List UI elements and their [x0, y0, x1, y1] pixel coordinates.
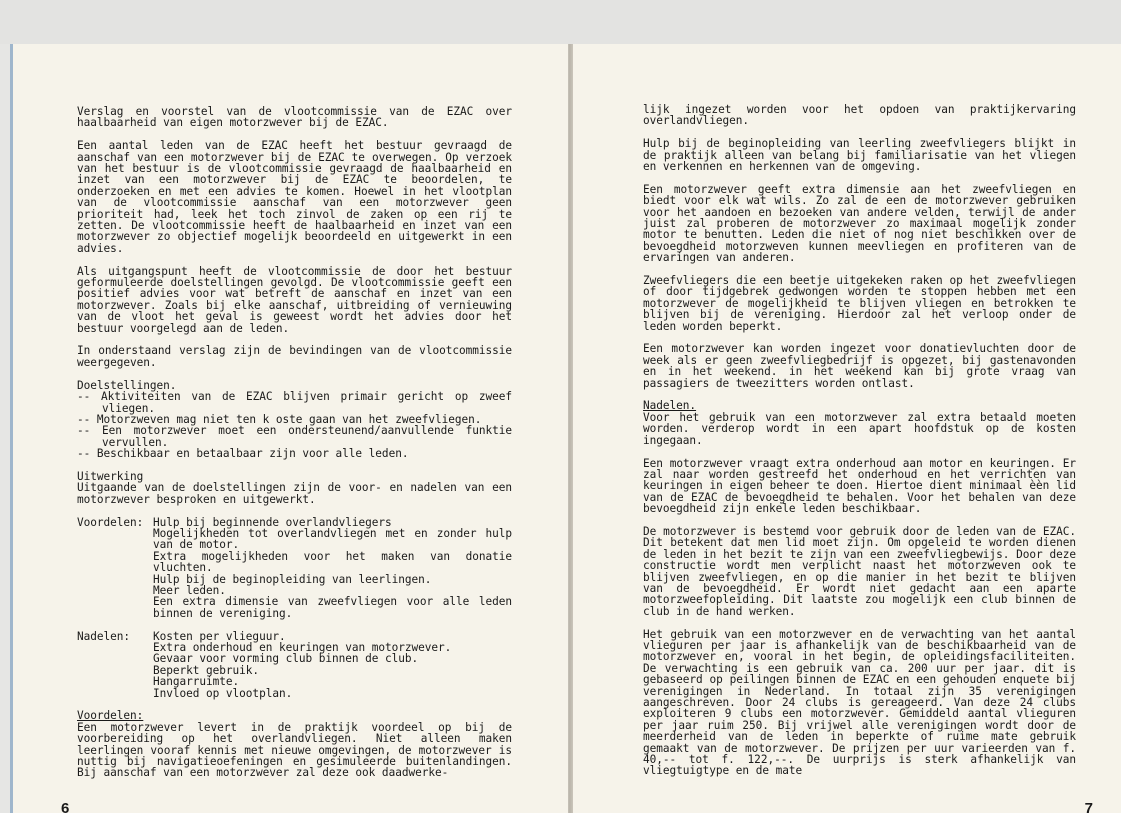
intro-paragraph-2: Als uitgangspunt heeft de vlootcommissie de door het bestuur geformuleerde doelstellingen gevolgd. De vlootcommissie geeft een positief advies voor wat betreft de aanschaf en inzet van een motorzwever. Zoals bij elke aanschaf, uitbreiding of vernieuwing van de vloot het geval is geweest wordt het advies door het bestuur voorgelegd aan de leden.	[77, 264, 512, 335]
voordelen-detail-text: Een motorzwever levert in de praktijk voordeel op bij de voorbereiding op het overlandvliegen. Niet alleen maken leerlingen vooraf kennis met nieuwe omgevingen, de motorzwever is nuttig bij navigatieoefeningen en gesimuleerde buitenlandingen. Bij aanschaf van een motorzwever zal deze ook daadwerke-	[77, 720, 512, 780]
list-item: Beperkt gebruik.	[153, 663, 260, 677]
list-item: Invloed op vlootplan.	[153, 686, 293, 700]
paragraph: lijk ingezet worden voor het opdoen van praktijkervaring overlandvliegen.	[643, 103, 1076, 128]
nadelen-items	[153, 631, 512, 699]
list-item: Kosten per vlieguur.	[153, 629, 286, 643]
doelstellingen-heading: Doelstellingen.	[77, 378, 177, 392]
voordelen-list	[77, 517, 512, 620]
paragraph: Een motorzwever geeft extra dimensie aan het zweefvliegen en biedt voor elk wat wils. Zo zal de een de motorzwever gebruiken voor het aandoen en bezoeken van andere velden, terwijl de ander juist zal proberen de motorzwever zo maximaal mogelijk zonder motor te benutten. Leden die niet of nog niet beschikken over de bevoegdheid motorzweven kunnen meevliegen en profiteren van de ervaringen van anderen.	[643, 182, 1076, 265]
list-item: Gevaar voor vorming club binnen de club.	[153, 652, 419, 666]
list-item: Meer leden.	[153, 583, 226, 597]
list-item: -- Een motorzwever moet een ondersteunend/aanvullende funktie vervullen.	[77, 424, 512, 449]
list-item: Een extra dimensie van zweefvliegen voor alle leden binnen de vereniging.	[153, 595, 512, 620]
right-page-text	[643, 104, 1076, 777]
paragraph: Zweefvliegers die een beetje uitgekeken raken op het zweefvliegen of door tijdgebrek gedwongen worden te stoppen hebben met een motorzwever de mogelijkheid te blijven vliegen en betrokken te blijven bij de vereniging. Hierdoor zal het verloop onder de leden worden beperkt.	[643, 274, 1076, 333]
list-item: Hulp bij beginnende overlandvliegers	[153, 515, 392, 529]
list-item: Extra onderhoud en keuringen van motorzwever.	[153, 640, 452, 654]
paragraph: De motorzwever is bestemd voor gebruik door de leden van de EZAC. Dit betekent dat men lid moet zijn. Om opgeleid te worden dienen de leden in het bezit te zijn van een zweefvliegbewijs. Door deze constructie wordt men verplicht naast het motorzweven ook te blijven zweefvliegen, en op die manier in het bezit te blijven van de bevoegdheid. Er wordt niet gedacht aan een aparte motorzweefopleiding. Dit laatste zou mogelijk een club binnen de club in de hand werken.	[643, 524, 1076, 618]
uitwerking-heading: Uitwerking	[77, 469, 144, 483]
list-item: Extra mogelijkheden voor het maken van donatie vluchten.	[153, 549, 512, 575]
right-page	[573, 44, 1121, 813]
left-page	[10, 44, 568, 813]
paragraph: Het gebruik van een motorzwever en de verwachting van het aantal vlieguren per jaar is afhankelijk van de beschikbaarheid van de motorzwever en, vooral in het begin, de opleidingsfaciliteiten. De verwachting is een gebruik van ca. 200 uur per jaar. dit is gebaseerd op peilingen binnen de EZAC en een gehouden enquete bij verenigingen in Nederland. In totaal zijn 35 verenigingen aangeschreven. Door 24 clubs is gereageerd. Van deze 24 clubs exploiteren 9 clubs een motorzwever. Gemiddeld aantal vlieguren per jaar ruim 250. Bij vrijwel alle verenigingen wordt door de meerderheid van de leden in beperkte of ruime mate gebruik gemaakt van de motorzwever. De prijzen per uur varieerden van f. 40,-- tot f. 122,--. De uurprijs is sterk afhankelijk van vliegtuigtype en de mate	[643, 627, 1076, 778]
left-page-text	[77, 106, 512, 779]
voordelen-items	[153, 517, 512, 620]
list-item: -- Beschikbaar en betaalbaar zijn voor alle leden.	[77, 447, 409, 461]
intro-paragraph-1: Een aantal leden van de EZAC heeft het bestuur gevraagd de aanschaf van een motorzwever bij de EZAC te overwegen. Op verzoek van het bestuur is de vlootcommissie gevraagd de haalbaarheid en inzet van een motorzwever bij de EZAC te beoordelen, te onderzoeken en met een advies te komen. Hoewel in het vlootplan van de vlootcommissie aanschaf van een motorzwever geen prioriteit had, leek het toch zinvol de zaken op een rij te zetten. De vlootcommissie heeft de haalbaarheid en inzet van een motorzwever zo objectief mogelijk beoordeeld en uitgewerkt in een advies.	[77, 139, 512, 255]
paragraph: Hulp bij de beginopleiding van leerling zweefvliegers blijkt in de praktijk alleen van belang bij familiarisatie van het vliegen en verkennen en herkennen van de omgeving.	[643, 137, 1076, 174]
uitwerking-section	[77, 471, 512, 505]
report-title: Verslag en voorstel van de vlootcommissie van de EZAC over haalbaarheid van eigen motorzwever bij de EZAC.	[77, 105, 512, 130]
intro-paragraph-3: In onderstaand verslag zijn de bevindingen van de vlootcommissie weergegeven.	[77, 344, 512, 369]
scan-background	[0, 0, 1121, 44]
list-item: -- Motorzweven mag niet ten k oste gaan van het zweefvliegen.	[77, 412, 482, 426]
nadelen-list	[77, 631, 512, 699]
list-item: Hulp bij de beginopleiding van leerlingen.	[153, 572, 432, 586]
voordelen-detail-section	[77, 710, 512, 778]
list-item: Hangarruimte.	[153, 675, 240, 689]
nadelen-heading: Nadelen.	[643, 399, 697, 413]
page-number-left: 6	[61, 800, 70, 813]
doelstellingen-list	[77, 391, 512, 459]
paragraph: Voor het gebruik van een motorzwever zal extra betaald moeten worden. verderop wordt in een apart hoofdstuk op de kosten ingegaan.	[643, 410, 1076, 447]
voordelen-label: Voordelen:	[77, 515, 144, 529]
list-item: -- Aktiviteiten van de EZAC blijven primair gericht op zweef vliegen.	[77, 390, 512, 415]
voordelen-detail-heading: Voordelen:	[77, 709, 144, 723]
page-number-right: 7	[1084, 800, 1093, 813]
nadelen-label: Nadelen:	[77, 629, 131, 643]
paragraph: Een motorzwever kan worden ingezet voor donatievluchten door de week als er geen zweefvliegbedrijf is opgezet, bij gastenavonden en in het weekend. in het weekend kan bij grote vraag van passagiers de tweezitters worden ontlast.	[643, 342, 1076, 390]
doelstellingen-section	[77, 380, 512, 460]
list-item: Mogelijkheden tot overlandvliegen met en zonder hulp van de motor.	[153, 526, 512, 552]
paragraph: Een motorzwever vraagt extra onderhoud aan motor en keuringen. Er zal naar worden gestreefd het onderhoud en het verrichten van keuringen in eigen beheer te doen. Hiertoe dient minimaal èèn lid van de EZAC de bevoegdheid te behalen. Voor het behalen van deze bevoegdheid zijn enkele leden beschikbaar.	[643, 456, 1076, 516]
uitwerking-text: Uitgaande van de doelstellingen zijn de voor- en nadelen van een motorzwever besproken en uitgewerkt.	[77, 481, 512, 506]
